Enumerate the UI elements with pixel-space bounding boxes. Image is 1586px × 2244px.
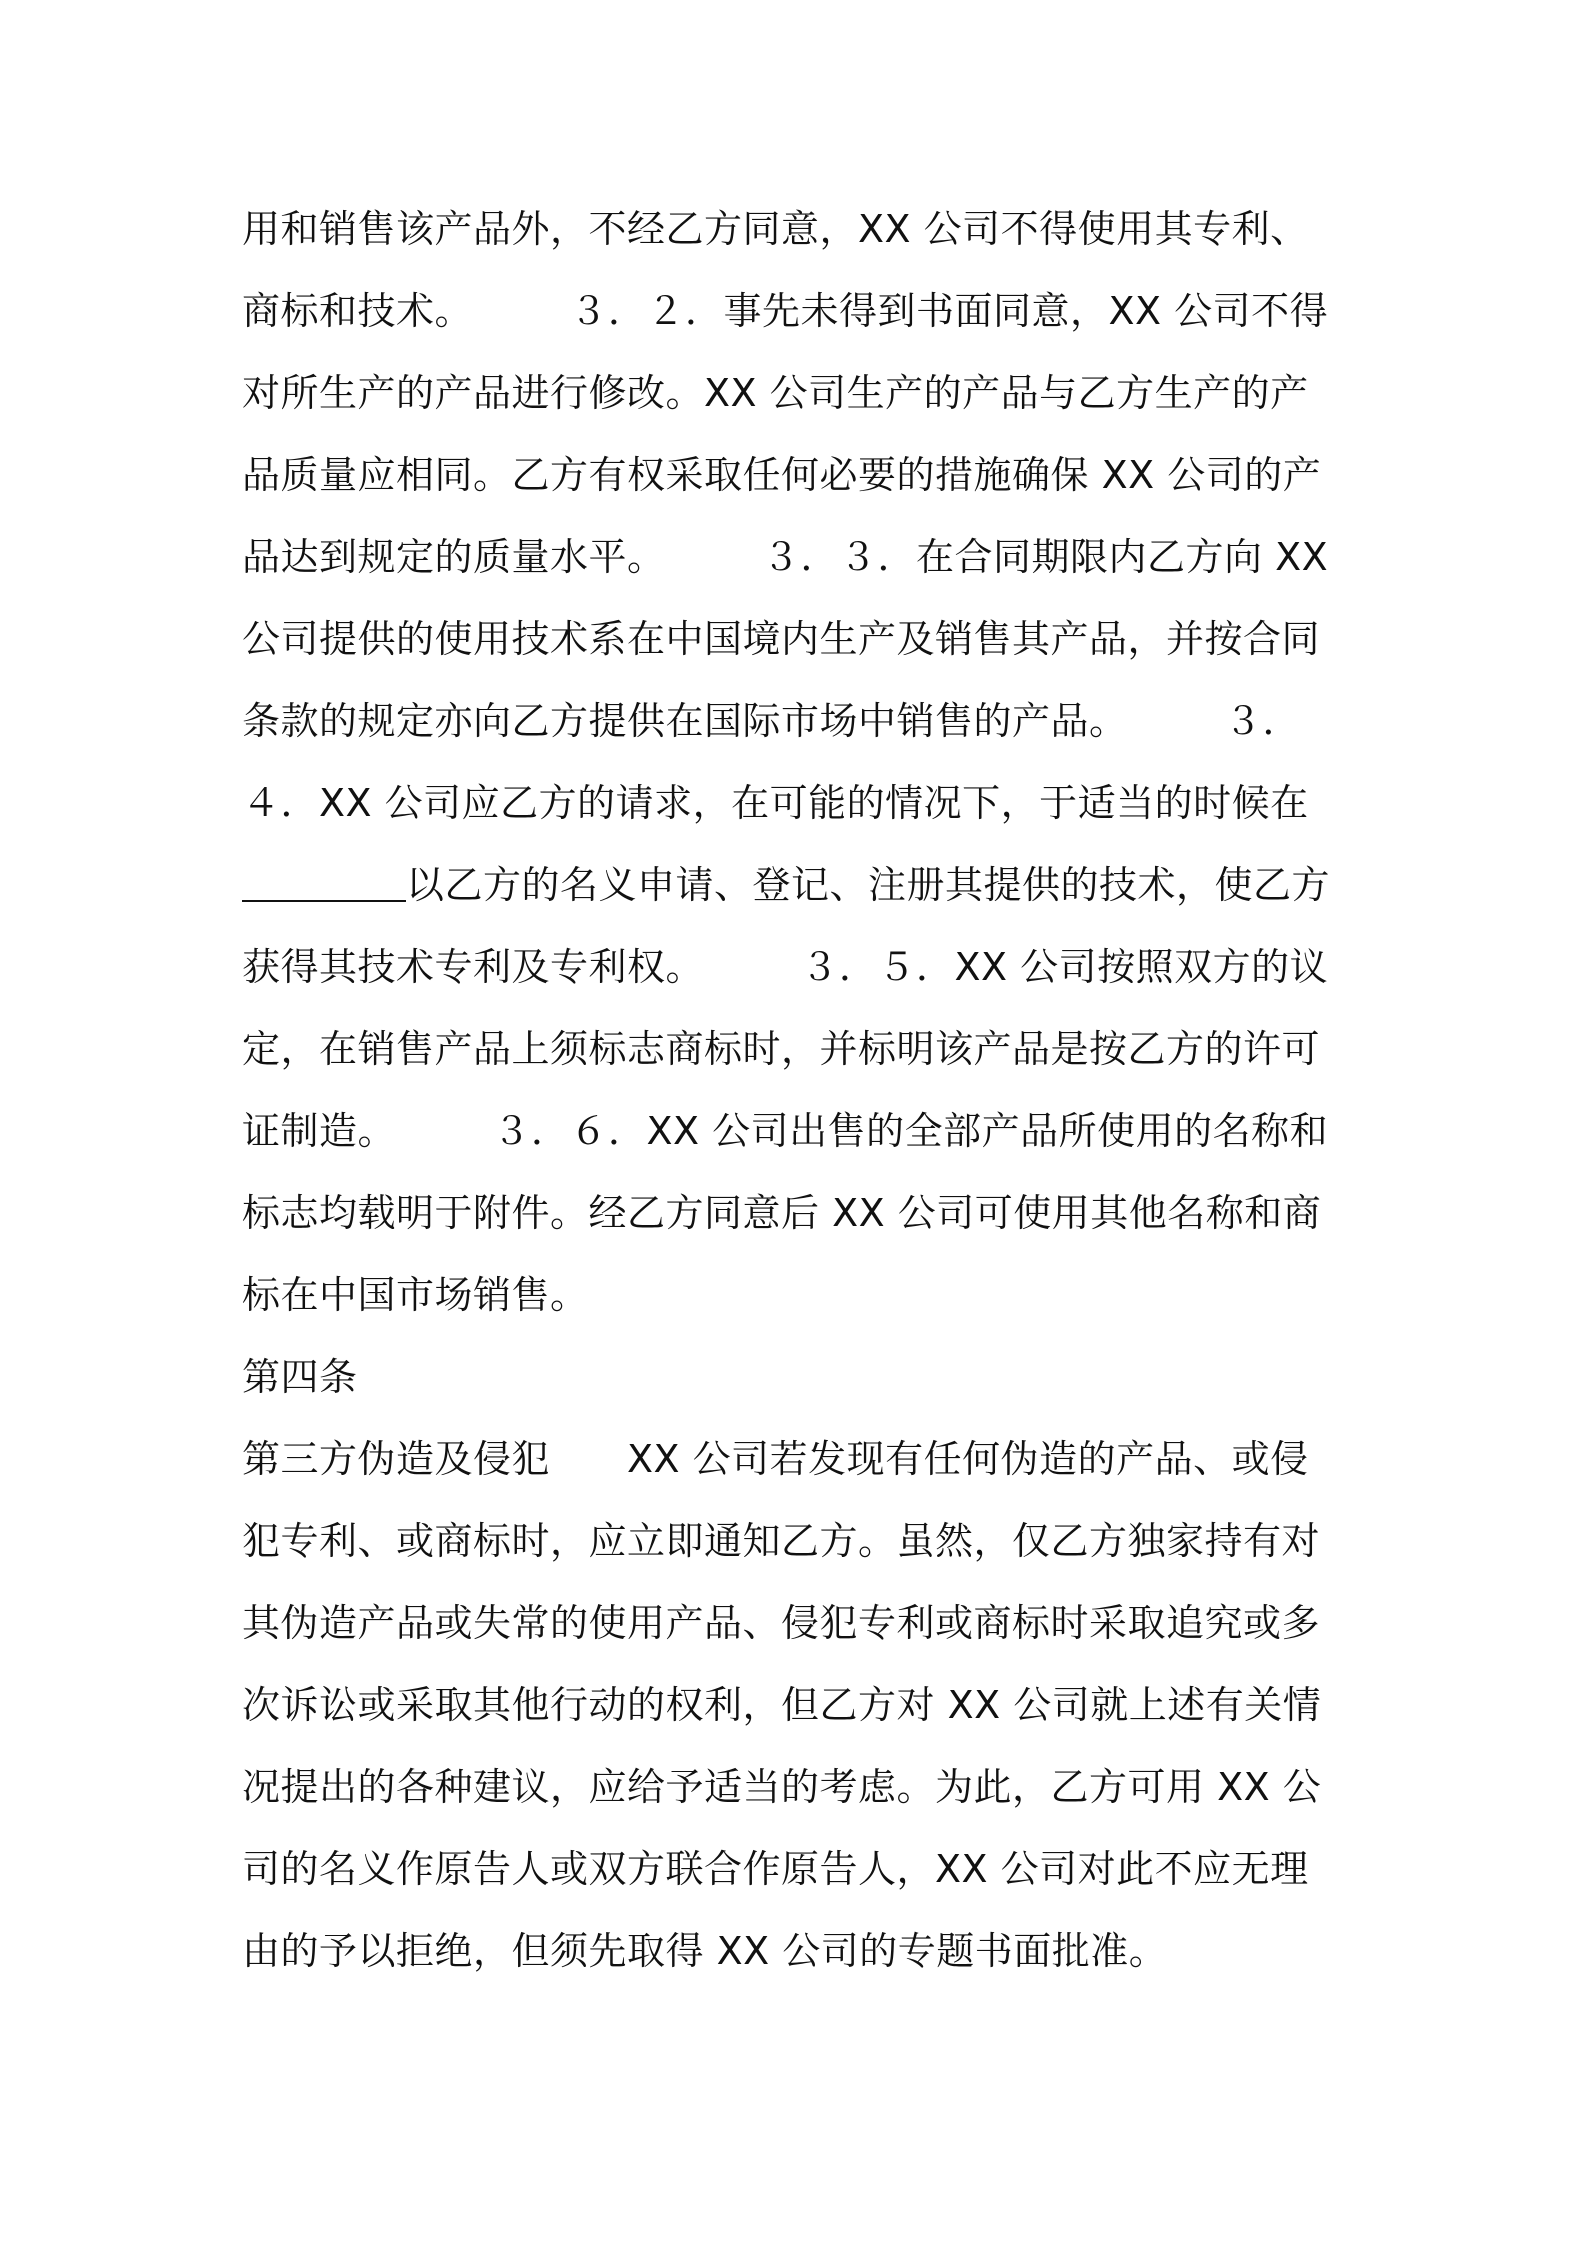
text-line-3: 对所生产的产品进行修改。XX 公司生产的产品与乙方生产的产 xyxy=(242,371,1309,415)
text-line-6: 公司提供的使用技术系在中国境内生产及销售其产品，并按合同 xyxy=(242,617,1321,661)
text-line-19: 次诉讼或采取其他行动的权利，但乙方对 XX 公司就上述有关情 xyxy=(242,1683,1322,1727)
text-line-16: 第三方伪造及侵犯 XX 公司若发现有任何伪造的产品、或侵 xyxy=(242,1437,1309,1481)
section-heading: 第四条 xyxy=(242,1355,358,1399)
text-line-18: 其伪造产品或失常的使用产品、侵犯专利或商标时采取追究或多 xyxy=(242,1601,1321,1645)
text-line-22: 由的予以拒绝，但须先取得 XX 公司的专题书面批准。 xyxy=(242,1929,1168,1973)
text-line-1: 用和销售该产品外，不经乙方同意，XX 公司不得使用其专利、 xyxy=(242,207,1309,251)
text-line-7: 条款的规定亦向乙方提供在国际市场中销售的产品。 ３． xyxy=(242,699,1302,743)
text-line-10: 获得其技术专利及专利权。 ３．５．XX 公司按照双方的议 xyxy=(242,945,1329,989)
text-line-5: 品达到规定的质量水平。 ３．３．在合同期限内乙方向 XX xyxy=(242,535,1329,579)
text-line-13: 标志均载明于附件。经乙方同意后 XX 公司可使用其他名称和商 xyxy=(242,1191,1322,1235)
text-line-8: ４．XX 公司应乙方的请求，在可能的情况下，于适当的时候在 xyxy=(242,781,1309,825)
text-line-9-content: 以乙方的名义申请、登记、注册其提供的技术，使乙方 xyxy=(406,863,1331,907)
fill-in-blank xyxy=(242,860,406,902)
text-line-21: 司的名义作原告人或双方联合作原告人，XX 公司对此不应无理 xyxy=(242,1847,1309,1891)
text-line-4: 品质量应相同。乙方有权采取任何必要的措施确保 XX 公司的产 xyxy=(242,453,1322,497)
text-line-14: 标在中国市场销售。 xyxy=(242,1273,589,1317)
text-line-12: 证制造。 ３．６．XX 公司出售的全部产品所使用的名称和 xyxy=(242,1109,1329,1153)
text-line-11: 定，在销售产品上须标志商标时，并标明该产品是按乙方的许可 xyxy=(242,1027,1321,1071)
text-line-17: 犯专利、或商标时，应立即通知乙方。虽然，仅乙方独家持有对 xyxy=(242,1519,1321,1563)
text-line-2: 商标和技术。 ３．２．事先未得到书面同意，XX 公司不得 xyxy=(242,289,1329,333)
text-line-20: 况提出的各种建议，应给予适当的考虑。为此，乙方可用 XX 公 xyxy=(242,1765,1322,1809)
text-line-9 xyxy=(242,855,1362,915)
